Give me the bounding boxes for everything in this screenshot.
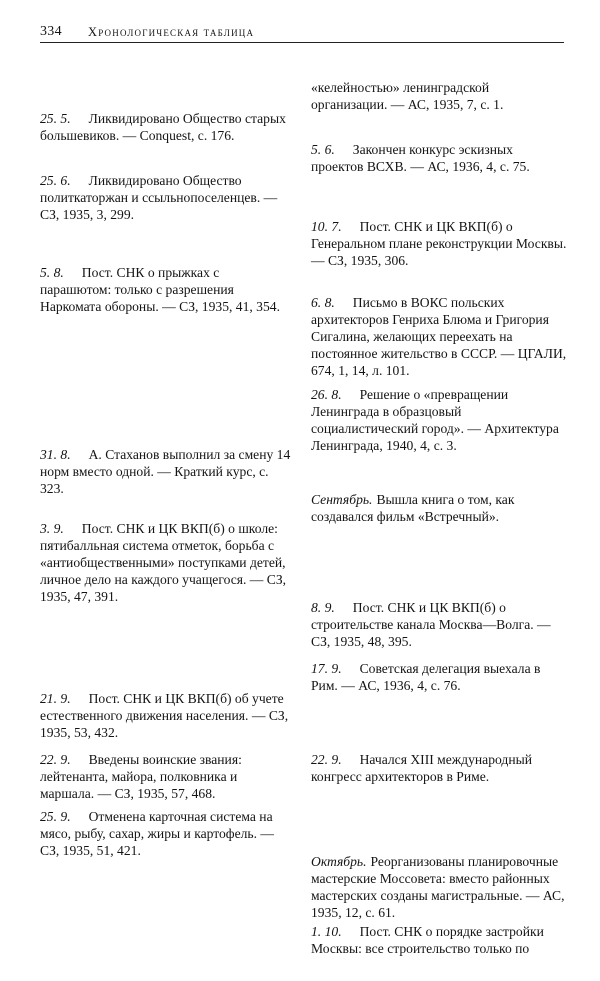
entry-text: Отменена карточная система на мясо, рыбу, сахар, жиры и картофель. — СЗ, 1935, 51, 421. — [40, 809, 275, 858]
entry-text: Закончен конкурс эскизных проектов ВСХВ. — АС, 1936, 4, с. 75. — [311, 142, 530, 174]
chronology-entry — [311, 751, 567, 785]
entry-text: Ликвидировано Общество политкаторжан и ссыльнопоселенцев. — СЗ, 1935, 3, 299. — [40, 173, 278, 222]
entry-date: 22. 9. — [311, 752, 342, 767]
entry-text: Пост. СНК о прыжках с парашютом: только с разрешения Наркомата обороны. — СЗ, 1935, 41, 354. — [40, 265, 280, 314]
entry-text: Советская делегация выехала в Рим. — АС, 1936, 4, с. 76. — [311, 661, 541, 693]
entry-date: 22. 9. — [40, 752, 71, 767]
entry-date: 25. 6. — [40, 173, 71, 188]
entry-text: Вышла книга о том, как создавался фильм «Встречный». — [311, 492, 515, 524]
chronology-entry — [311, 294, 567, 379]
entry-date: 5. 8. — [40, 265, 64, 280]
entry-date: 8. 9. — [311, 600, 335, 615]
page-number: 334 — [40, 24, 62, 39]
chronology-entry — [40, 520, 292, 605]
chronology-entry — [311, 491, 567, 525]
entry-date: Октябрь. — [311, 854, 367, 869]
entry-text: Ликвидировано Общество старых большевиков. — Conquest, с. 176. — [40, 111, 286, 143]
entry-date: 5. 6. — [311, 142, 335, 157]
entry-date: 26. 8. — [311, 387, 342, 402]
entry-date: 17. 9. — [311, 661, 342, 676]
entry-date: 25. 5. — [40, 111, 71, 126]
entry-text: «келейностью» ленинградской организации. — АС, 1935, 7, с. 1. — [311, 80, 504, 112]
entry-date: 6. 8. — [311, 295, 335, 310]
chronology-entry — [40, 446, 292, 497]
entry-text: А. Стаханов выполнил за смену 14 норм вместо одной. — Краткий курс, с. 323. — [40, 447, 291, 496]
entry-text: Пост. СНК и ЦК ВКП(б) о строительстве канала Москва—Волга. — СЗ, 1935, 48, 395. — [311, 600, 551, 649]
running-title: Хронологическая таблица — [88, 25, 255, 39]
entry-date: 31. 8. — [40, 447, 71, 462]
entry-text: Пост. СНК и ЦК ВКП(б) об учете естественного движения населения. — СЗ, 1935, 53, 432. — [40, 691, 289, 740]
entry-text: Реорганизованы планировочные мастерские Моссовета: вместо районных мастерских созданы магистральные. — АС, 1935, 12, с. 61. — [311, 854, 565, 920]
chronology-entry — [311, 853, 567, 921]
chronology-entry — [40, 172, 292, 223]
chronology-entry — [311, 599, 567, 650]
entry-text: Пост. СНК и ЦК ВКП(б) о Генеральном плане реконструкции Москвы. — СЗ, 1935, 306. — [311, 219, 567, 268]
entry-date: 10. 7. — [311, 219, 342, 234]
chronology-entry — [311, 923, 567, 957]
entry-date: 21. 9. — [40, 691, 71, 706]
chronology-entry-continued — [311, 79, 567, 113]
chronology-entry — [311, 141, 567, 175]
chronology-entry — [311, 218, 567, 269]
chronology-entry — [40, 110, 292, 144]
entry-date: 1. 10. — [311, 924, 342, 939]
chronology-entry — [311, 386, 567, 454]
page-header — [40, 24, 564, 43]
chronology-entry — [40, 808, 292, 859]
chronology-entry — [40, 264, 292, 315]
entry-text: Начался XIII международный конгресс архитекторов в Риме. — [311, 752, 533, 784]
chronology-entry — [40, 751, 292, 802]
chronology-entry — [311, 660, 567, 694]
entry-text: Введены воинские звания: лейтенанта, майора, полковника и маршала. — СЗ, 1935, 57, 468. — [40, 752, 242, 801]
entry-text: Решение о «превращении Ленинграда в образцовый социалистический город». — Архитектура Ленинграда, 1940, 4, с. 3. — [311, 387, 559, 453]
chronology-entry — [40, 690, 292, 741]
entry-text: Пост. СНК и ЦК ВКП(б) о школе: пятибалльная система отметок, борьба с «антиобщественными» поступками детей, личное дело на каждого учащегося. — СЗ, 1935, 47, 391. — [40, 521, 287, 604]
entry-text: Письмо в ВОКС польских архитекторов Генриха Блюма и Григория Сигалина, желающих переехать на постоянное жительство в СССР. — ЦГАЛИ, 674, 1, 14, л. 101. — [311, 295, 567, 378]
entry-date: 25. 9. — [40, 809, 71, 824]
entry-date: 3. 9. — [40, 521, 64, 536]
entry-date: Сентябрь. — [311, 492, 373, 507]
entry-text: Пост. СНК о порядке застройки Москвы: все строительство только по — [311, 924, 544, 956]
